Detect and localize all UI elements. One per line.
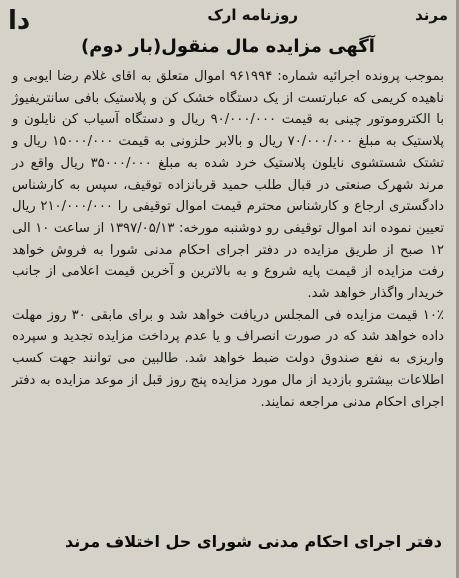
notice-paragraph: بموجب پرونده اجرائیه شماره: ۹۶۱۹۹۴ اموال متعلق به اقای غلام رضا ایوبی و ناهیده کریمی که عبارتست از یک دستگاه خشک کن و پلاستیک بافی سانتریفیوژ با الکتروموتور چینی به قیمت ۹۰/۰۰۰/۰۰۰ ریال و دستگاه آسیاب کن نایلون و پلاستیک به مبلغ ۷۰/۰۰۰/۰۰۰ ریال و بالابر حلزونی به قیمت ۱۵۰۰۰/۰۰۰ ریال و تشتک شستشوی نایلون پلاستیک خرد شده به مبلغ ۳۵۰۰۰/۰۰۰ ریال واقع در مرند شهرک صنعتی در قبال طلب حمید قربانزاده توقیف، سپس به کارشناس دادگستری ارجاع و کارشناس محترم قیمت اموال توقیفی را ۲۱۰/۰۰۰/۰۰۰ ریال تعیین نموده اند اموال توقیفی رو دوشنبه مورخه: ۱۳۹۷/۰۵/۱۳ از ساعت ۱۰ الی ۱۲ صبح از طریق مزایده در دفتر اجرای احکام مدنی شورا به فروش خواهد رفت مزایده از قیمت پایه شروع و به بالاترین و آخرین قیمت اعلامی از جانب خریدار واگذار خواهد شد.: [12, 69, 445, 302]
newspaper-name: روزنامه ارک: [207, 6, 298, 24]
notice-body: [12, 66, 444, 413]
clipping-header: [8, 6, 448, 34]
issuer-signature: دفتر اجرای احکام مدنی شورای حل اختلاف مرند: [64, 532, 442, 551]
city-label: مرند: [415, 6, 448, 24]
handwritten-code: دا: [8, 6, 31, 36]
notice-title: آگهی مزایده مال منقول(بار دوم): [81, 36, 375, 57]
notice-paragraph: ۱۰٪ قیمت مزایده فی المجلس دریافت خواهد شد و برای مابقی ۳۰ روز مهلت داده خواهد شد که در صورت انصراف و یا عدم پرداخت مزایده تجدید و سپرده واریزی به نفع صندوق دولت ضبط خواهد شد. طالبین می توانند جهت کسب اطلاعات بیشترو بازدید از مال مورد مزایده پنج روز قبل از موعد مزایده به دفتر اجرای احکام مدنی مراجعه نمایند.: [12, 307, 444, 410]
